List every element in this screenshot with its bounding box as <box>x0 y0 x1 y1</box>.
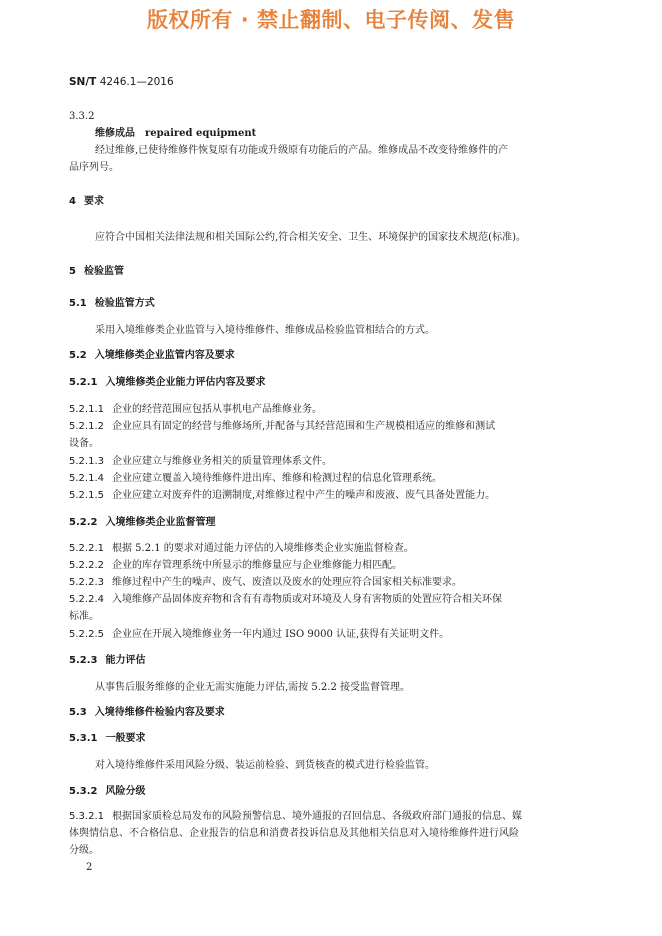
list-item: 5.3.2.1 根据国家质检总局发布的风险预警信息、境外通报的召回信息、各级政府部门通报的信息、媒 <box>69 811 522 822</box>
list-item: 5.2.1.4 企业应建立覆盖入境待维修件进出库、维修和检测过程的信息化管理系统。 <box>69 473 442 484</box>
clause-heading: 5.2.2 入境维修类企业监督管理 <box>69 517 216 528</box>
list-item: 5.2.1.5 企业应建立对废弃件的追溯制度,对维修过程中产生的噪声和废液、废气具备处置能力。 <box>69 490 496 501</box>
list-item: 5.2.2.3 维修过程中产生的噪声、废气、废渣以及废水的处理应符合国家相关标准要求。 <box>69 577 462 588</box>
term-chinese: 维修成品 <box>95 128 135 139</box>
list-item: 5.2.1.1 企业的经营范围应包括从事机电产品维修业务。 <box>69 404 322 415</box>
clause-number: 3.3.2 <box>69 111 95 122</box>
subsection-heading: 5.3 入境待维修件检验内容及要求 <box>69 707 225 718</box>
section-heading: 5 检验监管 <box>69 266 124 277</box>
standard-header <box>69 76 174 88</box>
list-item: 5.2.1.2 企业应具有固定的经营与维修场所,并配备与其经营范围和生产规模相适应的维修和测试 <box>69 421 496 432</box>
list-item: 5.2.2.1 根据 5.2.1 的要求对通过能力评估的入境维修类企业实施监督检查。 <box>69 543 414 554</box>
page-number: 2 <box>86 862 93 873</box>
list-item-cont: 体舆情信息、不合格信息、企业报告的信息和消费者投诉信息及其他相关信息对入境待维修件进行风险 <box>69 828 519 839</box>
term-entry <box>95 125 589 142</box>
paragraph: 采用入境维修类企业监管与入境待维修件、维修成品检验监管相结合的方式。 <box>95 325 435 336</box>
clause-heading: 5.2.1 入境维修类企业能力评估内容及要求 <box>69 377 266 388</box>
clause-heading: 5.3.2 风险分级 <box>69 786 146 797</box>
term-english: repaired equipment <box>145 128 257 139</box>
paragraph: 从事售后服务维修的企业无需实施能力评估,需按 5.2.2 接受监督管理。 <box>95 682 410 693</box>
list-item: 5.2.2.2 企业的库存管理系统中所显示的维修量应与企业维修能力相匹配。 <box>69 560 402 571</box>
subsection-heading: 5.1 检验监管方式 <box>69 298 155 309</box>
list-item-cont: 设备。 <box>69 438 99 449</box>
list-item: 5.2.2.4 入境维修产品固体废弃物和含有有毒物质或对环境及人身有害物质的处置应符合相关环保 <box>69 594 502 605</box>
standard-number: 4246.1—2016 <box>99 76 174 88</box>
clause-heading: 5.3.1 一般要求 <box>69 733 146 744</box>
paragraph: 对入境待维修件采用风险分级、装运前检验、到货核查的模式进行检验监管。 <box>95 760 435 771</box>
list-item-cont: 标准。 <box>69 611 99 622</box>
term-definition-cont: 品序列号。 <box>69 162 119 173</box>
section-heading: 4 要求 <box>69 196 104 207</box>
subsection-heading: 5.2 入境维修类企业监管内容及要求 <box>69 350 235 361</box>
term-definition: 经过维修,已使待维修件恢复原有功能或升级原有功能后的产品。维修成品不改变待维修件的产 <box>95 145 509 156</box>
paragraph: 应符合中国相关法律法规和相关国际公约,符合相关安全、卫生、环境保护的国家技术规范(标准)。 <box>95 232 526 243</box>
list-item: 5.2.2.5 企业应在开展入境维修业务一年内通过 ISO 9000 认证,获得有关证明文件。 <box>69 629 450 640</box>
clause-heading: 5.2.3 能力评估 <box>69 655 146 666</box>
standard-code: SN/T <box>69 76 97 88</box>
copyright-watermark: 版权所有 · 禁止翻制、电子传阅、发售 <box>146 8 516 32</box>
list-item-cont: 分级。 <box>69 845 99 856</box>
list-item: 5.2.1.3 企业应建立与维修业务相关的质量管理体系文件。 <box>69 456 332 467</box>
